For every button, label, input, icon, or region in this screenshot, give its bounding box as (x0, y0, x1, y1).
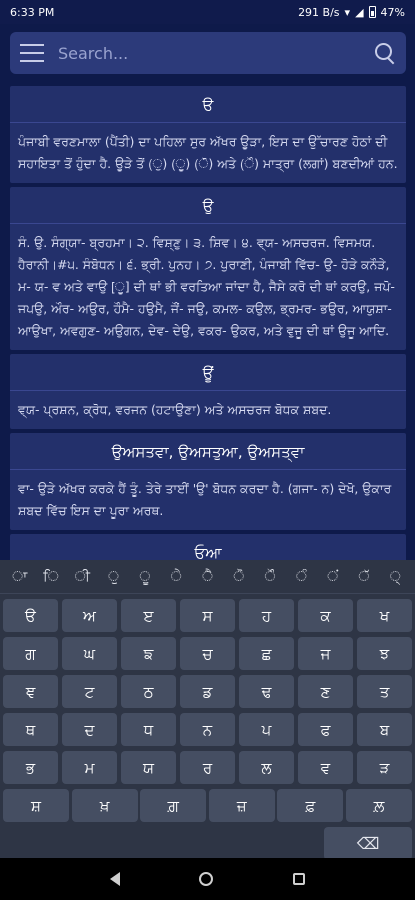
entry-body: ਸੰ. ਉ. ਸੰਗ੍ਯਾ- ਬ੍ਰਹਮਾ। ੨. ਵਿਸ਼੍ਣੁ। ੩. ਸ਼ਿਵ। ੪. ਵ੍ਯ- ਅਸਚਰਜ. ਵਿਸਮਯ. ਹੈਰਾਨੀ।#੫. ਸੰਬੋਧਨ। ੬. ਭ੍ਰੀ. ਪੁਨਹ। ੭. ਪੁਰਾਣੀ, ਪੰਜਾਬੀ ਵਿੱਚ- ਉ- ਹੋੜੇ ਕਨੌੜੇ, ਮ- ਯ- ਵ ਅਤੇ ਵਾਉ [ੂ] ਦੀ ਥਾਂ ਭੀ ਵਰਤਿਆ ਜਾਂਦਾ ਹੈ, ਜੈਸੇ ਕਰੋ ਦੀ ਥਾਂ ਕਰਉ, ਜਪੋ- ਜਪਉ, ਔਰ- ਅਉਰ, ਹੌਮੈ- ਹਉਮੈ, ਜੌਂ- ਜਉ, ਕਮਲ- ਕਉਲ, ਭ੍ਰਮਰ- ਭਉਰ, ਆਯੁਸ਼ਾ- ਆਉਖਾ, ਅਵਗੁਣ- ਅਉਗਨ, ਦੇਵ- ਦੇਉ, ਵਕਰ- ਉਕਰ, ਅਤੇ ਵੁਜੂ ਦੀ ਥਾਂ ਉਜੂ ਆਦਿ. (18, 235, 395, 338)
key[interactable]: ਟ (62, 675, 117, 708)
key[interactable]: ਫ (298, 713, 353, 746)
entry-title: ਉਅਸਤਵਾ, ਉਅਸਤੁਆ, ਉਅਸਤ੍ਵਾ (10, 439, 406, 470)
network-speed: 291 B/s (298, 5, 340, 19)
entry-title: ਉ (10, 193, 406, 224)
matra-key[interactable]: ੇ (170, 568, 182, 585)
battery-icon (369, 6, 376, 18)
key-row-7 (0, 827, 415, 860)
matra-key[interactable]: ੱ (358, 568, 370, 585)
wifi-icon: ▾ (344, 5, 351, 19)
matra-key[interactable]: ੈ (201, 568, 214, 585)
key[interactable]: ਗ਼ (140, 789, 206, 822)
key-row-5 (0, 751, 415, 784)
matra-key[interactable]: ੰ (295, 568, 307, 585)
key[interactable]: ਖ਼ (72, 789, 138, 822)
system-nav-bar (0, 858, 415, 900)
key[interactable]: ਕ (298, 599, 353, 632)
entry-title: ਓਆ (10, 540, 406, 560)
search-input[interactable]: Search... (58, 43, 129, 63)
matra-key[interactable]: ੁ (107, 568, 120, 585)
entry-card[interactable] (10, 86, 406, 183)
key-row-2 (0, 637, 415, 670)
key[interactable]: ਖ (357, 599, 412, 632)
matra-key[interactable]: ੌ (264, 568, 276, 585)
key[interactable]: ਞ (3, 675, 58, 708)
key[interactable]: ਡ (180, 675, 235, 708)
key[interactable]: ੲ (121, 599, 176, 632)
key[interactable]: ਮ (62, 751, 117, 784)
matra-key[interactable]: ੋ (233, 568, 245, 585)
entry-title: ਊਂ (10, 360, 406, 391)
key[interactable]: ਧ (121, 713, 176, 746)
entry-body: ਪੰਜਾਬੀ ਵਰਣਮਾਲਾ (ਪੈਂਤੀ) ਦਾ ਪਹਿਲਾ ਸੁਰ ਅੱਖਰ ਊੜਾ, ਇਸ ਦਾ ਉੱਚਾਰਣ ਹੋਠਾਂ ਦੀ ਸਹਾਇਤਾ ਤੋਂ ਹੁੰਦਾ ਹੈ. ਊੜੇ ਤੋਂ (ੁ) (ੂ) (ੋ) ਅਤੇ (ੌ) ਮਾਤ੍ਰਾ (ਲਗਾਂ) ਬਣਦੀਆਂ ਹਨ. (18, 134, 398, 171)
matra-key[interactable]: ੀ (74, 568, 90, 585)
entry-list[interactable] (10, 86, 406, 560)
entry-title: ੳ (10, 92, 406, 123)
back-nav-icon[interactable] (110, 872, 120, 886)
key[interactable]: ਣ (298, 675, 353, 708)
matra-key[interactable]: ਾ (12, 568, 28, 585)
key[interactable]: ਠ (121, 675, 176, 708)
key[interactable]: ਢ (239, 675, 294, 708)
key[interactable]: ਜ਼ (209, 789, 275, 822)
key-row-6 (0, 789, 415, 822)
key[interactable]: ਲ (239, 751, 294, 784)
key[interactable]: ਚ (180, 637, 235, 670)
key[interactable]: ਰ (180, 751, 235, 784)
matra-row (0, 560, 415, 594)
key[interactable]: ੜ (357, 751, 412, 784)
key[interactable]: ਸ਼ (3, 789, 69, 822)
key[interactable]: ਗ (3, 637, 58, 670)
key[interactable]: ਛ (239, 637, 294, 670)
key[interactable]: ਘ (62, 637, 117, 670)
key[interactable]: ਬ (357, 713, 412, 746)
status-bar (0, 0, 415, 24)
home-nav-icon[interactable] (199, 872, 213, 886)
key[interactable]: ਤ (357, 675, 412, 708)
key[interactable]: ਲ਼ (346, 789, 412, 822)
entry-card[interactable] (10, 354, 406, 429)
backspace-key[interactable]: ⌫ (324, 827, 412, 860)
status-indicators (298, 6, 405, 19)
key-row-1 (0, 599, 415, 632)
key[interactable]: ਨ (180, 713, 235, 746)
matra-key[interactable]: ਂ (327, 568, 339, 585)
entry-card[interactable] (10, 187, 406, 350)
key[interactable]: ਯ (121, 751, 176, 784)
key[interactable]: ਭ (3, 751, 58, 784)
gurmukhi-keyboard (0, 560, 415, 858)
key[interactable]: ਥ (3, 713, 58, 746)
key[interactable]: ਹ (239, 599, 294, 632)
entry-card[interactable] (10, 534, 406, 560)
key[interactable]: ਙ (121, 637, 176, 670)
matra-key[interactable]: ੂ (139, 568, 151, 585)
entry-card[interactable] (10, 433, 406, 530)
key[interactable]: ਫ਼ (277, 789, 343, 822)
key[interactable]: ਝ (357, 637, 412, 670)
recents-nav-icon[interactable] (293, 873, 305, 885)
key[interactable]: ਵ (298, 751, 353, 784)
entry-body: ਵਾ- ਉੜੇ ਅੱਖਰ ਕਰਕੇ ਹੈਂ ਤੂੰ. ਤੇਰੇ ਤਾਈਂ 'ਉ' ਬੋਧਨ ਕਰਦਾ ਹੈ. (ਗਜਾ- ਨ) ਦੇਖੋ, ਉਕਾਰ ਸ਼ਬਦ ਵਿੱਚ ਇਸ ਦਾ ਪੂਰਾ ਅਰਥ. (18, 481, 392, 518)
key-row-4 (0, 713, 415, 746)
signal-icon: ◢ (355, 5, 364, 19)
menu-icon[interactable] (20, 44, 44, 62)
matra-key[interactable]: ਿ (43, 568, 59, 585)
search-bar[interactable] (10, 32, 406, 74)
key[interactable]: ਸ (180, 599, 235, 632)
battery-percent: 47% (380, 5, 405, 19)
key-row-3 (0, 675, 415, 708)
key[interactable]: ਅ (62, 599, 117, 632)
status-time: 6:33 PM (10, 5, 55, 19)
key[interactable]: ਦ (62, 713, 117, 746)
key[interactable]: ਜ (298, 637, 353, 670)
entry-body: ਵ੍ਯ- ਪ੍ਰਸ਼ਨ, ਕ੍ਰੋਧ, ਵਰਜਨ (ਹਟਾਉਣਾ) ਅਤੇ ਅਸਚਰਜ ਬੋਧਕ ਸ਼ਬਦ. (18, 402, 332, 417)
matra-key[interactable]: ੍ (389, 568, 401, 585)
search-icon[interactable] (374, 42, 396, 64)
key[interactable]: ੳ (3, 599, 58, 632)
key[interactable]: ਪ (239, 713, 294, 746)
